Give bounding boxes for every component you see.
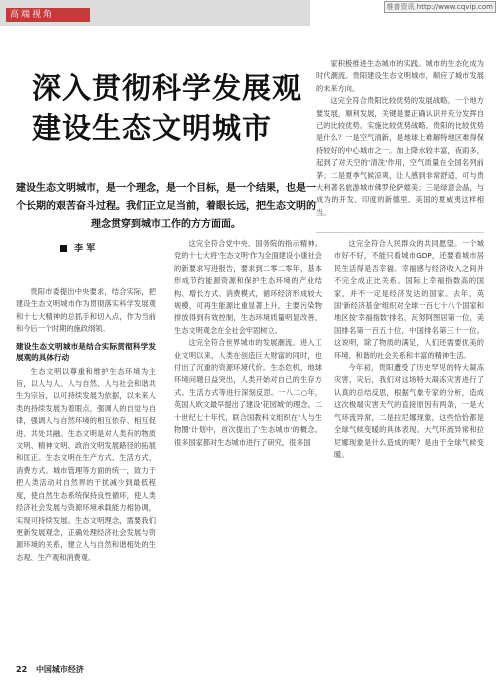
paragraph: 这完全符合世界城市的发展潮流。进入工业文明以来，人类在创造巨大财富的同时，也付出了沉重的资源环境代价。生态危机，地球环境问题日益突出，人类开始对自己的生存方式、生活方式等进行深刻反思。一八二○年，英国人欧文最早提出了建设'花园城'的理念。二十世纪七十年代，联合国教科文组织在'人与生物圈'计划中，首次提出了'生态城市'的概念。很多国家都对生态城市进行了研究，很多国	[174, 338, 322, 447]
paragraph: 这完全符合党中央、国务院的指示精神。党的十七大将'生态文明'作为全面建设小康社会的新要求写进报告，要求到二零二零年，基本形成节约能源资源和保护生态环境的产业结构、增长方式、消费模式，循环经济形成较大规模，可再生能源比重显著上升，主要污染物排放得到有效控制，生态环境质量明显改善，生态文明观念在全社会牢固树立。	[174, 239, 322, 335]
page-footer	[16, 664, 84, 675]
page-number: 22	[16, 665, 28, 674]
divider	[316, 232, 484, 233]
section-tag: 高端视角	[6, 8, 90, 22]
paragraph: 这完全符合人民群众的共同愿望。一个城市好不好，不能只看城市GDP，还要看城市居民生活得是否幸福。幸福感与经济收入之间并不完全成正比关系。国际上幸福指数高的国家，并不一定是经济发达的国家。去年，英国'新经济基金'组织对全球一百七十八个国家和地区按'幸福指数'排名，瓦努阿图居第一位，美国排名第一百五十位，中国排名第三十一位。这说明，除了物质的满足，人们还需要优美的环境、和谐的社会关系和丰富的精神生活。	[334, 239, 484, 360]
paragraph: 这完全符合贵阳比较优势的发展战略。一个地方要发展，顺利发展，关键是要正确认识并充分发挥自己的比较优势。实施比较优势战略。贵阳的比较优势是什么？一是空气清新，是地球上难解特地区难得保持较好的中心城市之一。加上降水较丰富，夜雨多，起到了对天空的'清洗'作用，空气质量在全国名列前茅；二是夏季气候凉爽，让人感到非常舒适，可与贵大利著名旅游城市佛罗伦萨媲美；三是绿意会晶，与成为的开发、印度的新德里、美国的夏威夷这样相当。	[316, 96, 484, 217]
author-bullet-icon	[60, 245, 67, 252]
paragraph: 生态文明以尊重和维护生态环境为主旨，以人与人、人与自然、人与社会和谐共生为宗旨，以可持续发展为依据，以未来人类的持续发展为着眼点，强调人的自觉与自律，强调人与自然环境的相互依存、相互促进、共处共融。生态文明是对人类有的物质文明、精神文明、政治文明发展路径的拓展和匡正。生态文明在生产方式、生活方式、消费方式、城市管理等方面的统一，致力于把人类活动对自然界的干扰减少到最低程度，使自然生态系统保持良性循环，使人类经济社会发展与资源环境承载能力相协调，实现可持续发展。生态文明理念，需要我们更新发展观念，正确处理经济社会发展与资源环境的关系，建立人与自然和谐相处的生态观、生产观和消费观。	[16, 366, 156, 562]
title-line-1: 深入贯彻科学发展观	[32, 71, 303, 105]
article-lead: 建设生态文明城市，是一个理念，是一个目标，是一个结果，也是一个长期的艰苦奋斗过程。我们正立足当前，着眼长远，把生态文明的理念贯穿到城市工作的方方面面。	[16, 183, 316, 230]
author-name: 李 军	[74, 244, 96, 254]
header-band	[0, 0, 310, 26]
article-title	[32, 68, 332, 148]
column-right	[334, 238, 484, 664]
paragraph: 今年初，贵阳遭受了历史罕见的特大凝冻灾害，灾后，我们对这场特大凝冻灾害进行了认真的总结反思，根据气象专家的分析，造成这次极端灾害天气的直接原因有两条，一是大气环流异常，二是拉尼娜现象，这些恰恰都是全球气候变暖的具体表现。大气环流异常和拉尼娜现象是什么造成的呢？是由于全球气候变暖。	[334, 363, 484, 459]
section-heading: 建设生态文明城市是结合实际贯彻科学发展观的具体行动	[16, 341, 156, 362]
publication-name: 中国城市经济	[35, 665, 84, 674]
paragraph: 贵阳市委提出中央要求，结合实际，把建设生态文明城市作为贯彻落实科学发展观和十七大精神的总抓手和切入点，作为当前和今后一个时期的施政纲领。	[16, 287, 156, 334]
article-author	[60, 241, 95, 254]
column-left	[16, 286, 156, 664]
source-watermark[interactable]: 维普资讯 http://www.cqvip.com	[384, 1, 496, 13]
column-right-top	[316, 58, 484, 230]
column-middle	[174, 238, 322, 664]
paragraph: 家积极推进生态城市的实践。城市的生态化成为时代潮流。贵阳建设生态文明城市，顺应了城市发展的未来方向。	[316, 59, 484, 93]
title-line-2: 建设生态文明城市	[32, 111, 273, 145]
